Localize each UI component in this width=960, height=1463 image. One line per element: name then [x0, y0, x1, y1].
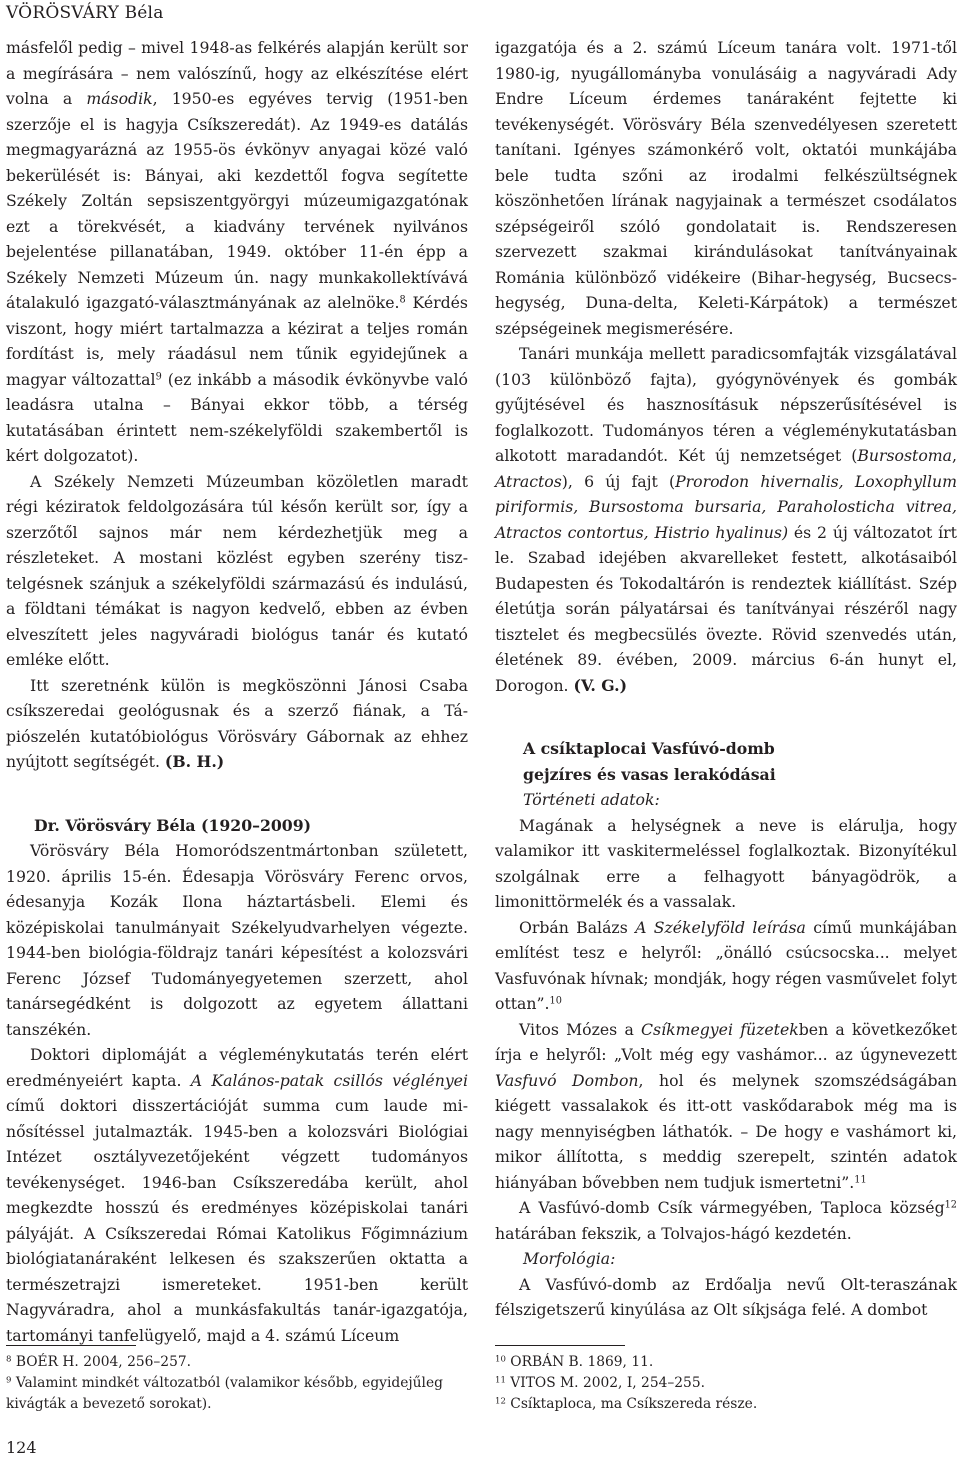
footnote-ref: 10	[549, 995, 562, 1007]
page-number: 124	[6, 1438, 37, 1457]
bold-text: (B. H.)	[164, 752, 225, 771]
footnote-ref: 9	[155, 371, 162, 383]
footnotes-left	[6, 1345, 468, 1415]
paragraph	[495, 915, 957, 1017]
text-run: másfelől pedig – mivel 1948-as felkérés alapján került sor a megírására – nem valószínű, hogy az elkészítése elért volna a	[6, 38, 468, 108]
italic-text: Vasfuvó Dombon	[495, 1070, 639, 1090]
footnote-number: 9	[6, 1375, 12, 1386]
text-run: ,	[952, 446, 957, 465]
section-title-line-1: A csíktaplocai Vasfúvó-domb	[523, 739, 775, 758]
text-run: ben a következőket írja e helyről: „Volt még egy vashámor... az úgynevezett	[495, 1019, 958, 1064]
text-run: Doktori diplomáját a végleménykutatás terén elért eredményeiért kapta.	[6, 1045, 468, 1090]
footnote-number: 8	[6, 1354, 12, 1365]
footnote-list	[6, 1352, 468, 1415]
footnote-text: Csíktaploca, ma Csíkszereda része.	[505, 1396, 758, 1412]
text-run: Vitos Mózes a	[519, 1019, 642, 1039]
paragraph	[495, 1195, 957, 1246]
text-run: A Székely Nemzeti Múzeumban közöletlen maradt régi kéziratok feldolgozására túl későn került sor, így a szerzőtől sajnos már nem kérdezhetjük meg a részleteket. A mostani közlést egyben szerény tisztelgésnek szánjuk a székelyföldi származású és indulású, a földtani témákat is nagyon kedvelő, ebben az évben elveszített jeles nagyváradi biológus tanár és kutató emléke előtt.	[6, 471, 468, 669]
paragraph	[6, 35, 468, 469]
text-run: Tanári munkája mellett paradicsomfajták vizsgálatával (103 különböző fajta), gyógynövények és gombák gyűjtésével és hasznosításuk népszerűsítésével is foglalkozott. Tudományos téren a végleménykutatásban alkotott maradandót. Két új nemzetséget (	[495, 344, 957, 465]
footnote-ref: 8	[399, 294, 406, 306]
text-run: A Vasfúvó-domb Csík vármegyében, Taploca község	[519, 1198, 945, 1217]
italic-text: Csíkmegyei füzetek	[641, 1019, 799, 1039]
bio-section-title: Dr. Vörösváry Béla (1920–2009)	[34, 815, 312, 835]
footnote-list	[495, 1352, 957, 1415]
footnote-ref: 12	[944, 1199, 957, 1211]
paragraph	[6, 1042, 468, 1348]
footnote	[6, 1352, 468, 1373]
text-run: Kérdés viszont, hogy miért tartalmazza a kézirat a teljes román fordítást is, mely ráadásul nem tűnik egyidejűnek a magyar változattal	[6, 293, 468, 389]
text-run: ), 6 új fajt (	[561, 471, 676, 491]
text-run: című doktori disszertációját summa cum laude minősítéssel jutalmazták. 1945-ben a kolozsvári Biológiai Intézet osztályvezetőjeként végzett tudományos tevékenységet. 1946-ban Csíkszeredába került, ahol megkezdte hosszú és eredményes középiskolai tanári pályáját. A Csíkszeredai Római Katolikus Főgimnázium biológiatanáraként lelkesen és szakszerűen oktatta a természetrajzi ismereteket. 1951-ben került Nagyváradra, ahol a munkásfakultás tanár-igazgatója, tartományi tanfelügyelő, majd a 4. számú Líceum	[6, 1096, 468, 1345]
footnote-text: Valamint mindkét változatból (valamikor később, egyidejűleg kivágták a bevezető sorokat).	[6, 1375, 443, 1412]
paragraph	[6, 838, 468, 1042]
footnote-text: ORBÁN B. 1869, 11.	[505, 1354, 654, 1370]
text-run: , 1950-es egyéves tervig (1951-ben szerzője el is hagyja Csíkszeredát). Az 1949-es datálás megmagyarázná az 1955-ös évkönyv anyagai közé való bekerülését is: Bányai, aki kezdettől fogva segítette Székely Zoltán sepsiszentgyörgyi múzeumigazgatónak ezt a törekvését, a kiadvány tervének nyilvános bejelentése pillanatában, 1949. október 11-én épp a Székely Nemzeti Múzeum ún. nagy munkakollektívává átalakuló igazgató-választmányának az alelnöke.	[6, 89, 468, 312]
footnote-number: 10	[495, 1354, 506, 1365]
text-run: határában fekszik, a Tolvajos-hágó kezdetén.	[495, 1223, 852, 1243]
left-column	[6, 35, 468, 1348]
italic-text: A Székelyföld leírása	[635, 917, 806, 937]
section-title-line-2: gejzíres és vasas lerakódásai	[523, 764, 776, 784]
text-run: Magának a helységnek a neve is elárulja, hogy valamikor itt vaskitermeléssel foglalkoztak. Bizonyítékul szolgálnak erre a felhagyott bányagödrök, a limonittörmelék és a vassalak.	[495, 815, 957, 911]
text-run: (ez inkább a második évkönyvbe való leadásra utalna – Bányai ekkor több, a térség kutatásában érintett nem-székelyföldi szakembertől is kért dolgozatot).	[6, 369, 468, 465]
paragraph	[495, 35, 957, 341]
italic-text: Prorodon hivernalis, Loxophyllum piriformis, Bursostoma bursaria, Paraholosticha vitrea, Atractos contortus, Histrio hyalinus)	[495, 471, 957, 542]
italic-text: Atractos	[495, 471, 562, 491]
footnote-text: BOÉR H. 2004, 256–257.	[11, 1354, 192, 1370]
text-run: Vörösváry Béla Homoródszentmártonban született, 1920. április 15-én. Édesapja Vörösváry Ferenc orvos, édesanyja Kozák Ilona háztartásbeli. Elemi és középiskolai tanulmányait Székelyudvarhelyen végezte. 1944-ben biológia-földrajz tanári képesítést a kolozsvári Ferenc József Tudományegyetemen szerzett, ahol tanársegédként is dolgozott az egyetem állattani tanszékén.	[6, 841, 468, 1039]
footnote-number: 12	[495, 1396, 506, 1407]
right-column	[495, 35, 957, 1323]
paragraph	[495, 1017, 957, 1196]
paragraph	[6, 469, 468, 673]
italic-text: második	[86, 89, 153, 108]
paragraph	[6, 673, 468, 775]
text-run: Orbán Balázs	[519, 917, 636, 937]
italic-text: Bursostoma	[857, 446, 952, 465]
paragraph	[495, 813, 957, 915]
footnote-text: VITOS M. 2002, I, 254–255.	[505, 1375, 705, 1391]
footnote	[495, 1394, 957, 1415]
footnotes-right	[495, 1345, 957, 1415]
footnote-number: 11	[495, 1375, 506, 1386]
text-run: című munkájában említést tesz e helyről: „önálló csúcsocska... melyet Vasfuvónak hívnak; mondják, hogy régen vasművelet folyt ottan”.	[495, 917, 957, 1013]
text-run: A Vasfúvó-domb az Erdőalja nevű Olt-teraszának félszigetszerű kinyúlása az Olt síkjsága felé. A dombot	[495, 1274, 957, 1319]
text-run: és 2 új változatot írt le. Szabad idejében akvarelleket festett, alkotásaiból Budapesten és Tokodaltárón is rendeztek kiállítást. Szép életútja során pályatársai és tanítványai részéről nagy tisztelet és megbecsülés övezte. Rövid szenvedés után, életének 89. évében, 2009. március 6-án hunyt el, Dorogon.	[495, 522, 957, 695]
footnote	[495, 1352, 957, 1373]
footnote	[495, 1373, 957, 1394]
section-subtitle-historical: Történeti adatok:	[523, 790, 660, 809]
paragraph	[495, 1272, 957, 1323]
bold-text: (V. G.)	[573, 675, 628, 695]
text-run: Itt szeretnénk külön is megköszönni Jánosi Csaba csíkszeredai geológusnak és a szerző fiának, a Tápiószelén kutatóbiológus Vörösváry Gábornak az ehhez nyújtott segítségét.	[6, 675, 468, 771]
italic-text: A Kalános-patak csillós véglényei	[190, 1070, 468, 1090]
text-run: igazgatója és a 2. számú Líceum tanára volt. 1971-től 1980-ig, nyugállományba vonulásáig a nagyváradi Ady Endre Líceum érdemes tanáraként fejtette ki tevékenységét. Vörösváry Béla szenvedélyesen szeretett tanítani. Igényes számonkérő volt, oktatói munkájába bele tudta szőni az irodalmi felkészültségnek köszönhetően lírának nagyjainak a természet csodálatos szépségeiről szóló gondolatait is. Rendszeresen szervezett szakmai kirándulásokat tanítványainak Románia különböző vidékeire (Bihar-hegység, Bucsecs-hegység, Duna-delta, Keleti-Kárpátok) a természet szépségeinek megismerésére.	[495, 38, 957, 338]
footnote-rule	[6, 1345, 136, 1346]
footnote	[6, 1373, 468, 1415]
footnote-rule	[495, 1345, 625, 1346]
section-subtitle-morphology: Morfológia:	[523, 1249, 616, 1268]
paragraph	[495, 341, 957, 698]
text-run: , hol és melynek szomszédságában kiégett vassalakok és itt-ott vaskődarabok még ma is nagy mennyiségben láthatók. – De hogy e vashámort ki, mikor állította, s meddig szerepelt, szintén adatok hiányában bővebben nem tudjuk ismertetni”.	[495, 1070, 958, 1192]
footnote-ref: 11	[854, 1174, 867, 1186]
running-header: VÖRÖSVÁRY Béla	[6, 3, 164, 23]
